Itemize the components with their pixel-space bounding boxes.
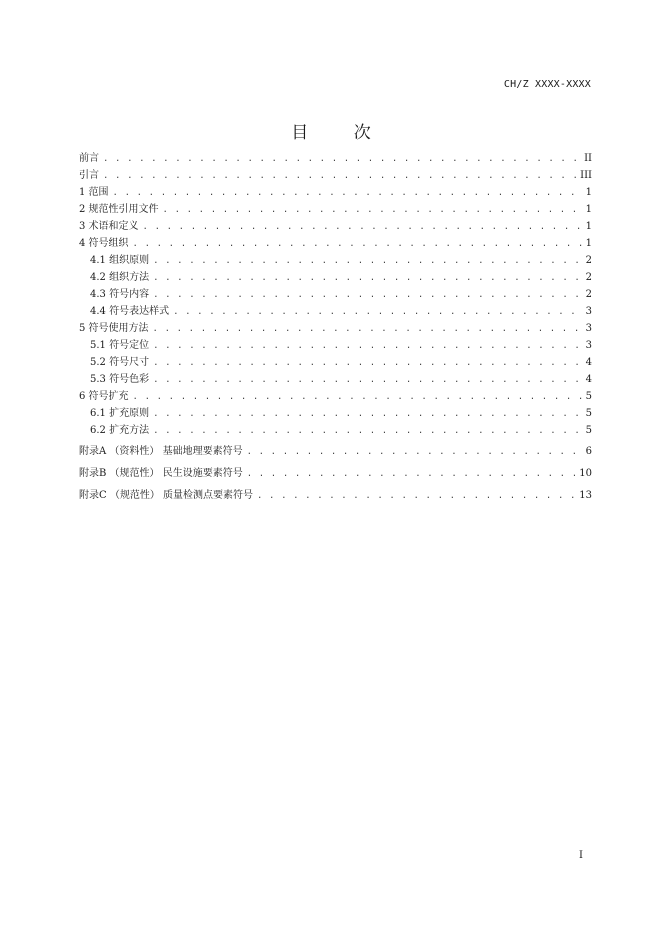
toc-entry[interactable] [79,150,592,167]
toc-entry-label: 附录B （规范性） 民生设施要素符号 [79,468,243,479]
dot-leader [153,287,582,304]
toc-entry[interactable] [79,320,592,337]
toc-entry-label: 1 范围 [79,187,109,198]
dot-leader [153,270,582,287]
toc-entry-page: III [580,170,592,181]
dot-leader [153,338,582,355]
toc-entry-page: 10 [579,468,592,479]
toc-appendix-entry[interactable] [79,485,592,507]
toc-entry-label: 4.4 符号表达样式 [90,306,170,317]
toc-entry-label: 4.1 组织原则 [90,255,150,266]
toc-entry-label: 4.2 组织方法 [90,272,150,283]
dot-leader [153,355,582,372]
toc-entry[interactable] [79,184,592,201]
dot-leader [103,168,576,185]
dot-leader [173,304,582,321]
toc-entry-page: 1 [585,187,592,198]
dot-leader [257,485,575,507]
toc-subentry[interactable] [79,405,592,422]
toc-entry-label: 引言 [79,170,99,181]
toc-subentry[interactable] [79,354,592,371]
toc-entry-label: 5.2 符号尺寸 [90,357,150,368]
dot-leader [163,202,582,219]
toc-entry[interactable] [79,218,592,235]
toc-list [79,150,592,507]
dot-leader [247,463,576,485]
toc-entry-label: 3 术语和定义 [79,221,139,232]
toc-subentry[interactable] [79,337,592,354]
dot-leader [133,389,582,406]
toc-subentry[interactable] [79,422,592,439]
toc-entry-label: 5.1 符号定位 [90,340,150,351]
toc-entry-label: 附录A （资料性） 基础地理要素符号 [79,446,243,457]
toc-entry-page: 2 [585,289,592,300]
toc-entry-page: II [584,153,592,164]
toc-entry-page: 5 [585,425,592,436]
toc-entry-label: 6 符号扩充 [79,391,129,402]
toc-entry-label: 5.3 符号色彩 [90,374,150,385]
dot-leader [113,185,582,202]
toc-subentry[interactable] [79,286,592,303]
document-code: CH/Z XXXX-XXXX [503,79,591,90]
toc-entry-label: 6.1 扩充原则 [90,408,150,419]
toc-entry-page: 2 [585,255,592,266]
toc-entry-label: 4.3 符号内容 [90,289,150,300]
toc-entry-page: 3 [585,323,592,334]
toc-entry-page: 4 [585,357,592,368]
dot-leader [103,151,580,168]
dot-leader [153,253,582,270]
toc-entry-label: 前言 [79,153,99,164]
toc-entry-label: 6.2 扩充方法 [90,425,150,436]
dot-leader [143,219,582,236]
dot-leader [153,321,582,338]
dot-leader [247,441,582,463]
toc-entry[interactable] [79,201,592,218]
toc-entry-page: 3 [585,340,592,351]
dot-leader [153,423,582,440]
toc-entry-page: 1 [585,238,592,249]
toc-entry-page: 1 [585,221,592,232]
dot-leader [133,236,582,253]
toc-subentry[interactable] [79,371,592,388]
toc-entry-label: 5 符号使用方法 [79,323,149,334]
toc-entry[interactable] [79,167,592,184]
dot-leader [153,406,582,423]
toc-entry[interactable] [79,388,592,405]
toc-appendix-entry[interactable] [79,463,592,485]
dot-leader [153,372,582,389]
toc-entry-page: 4 [585,374,592,385]
toc-entry[interactable] [79,235,592,252]
toc-entry-label: 4 符号组织 [79,238,129,249]
toc-entry-page: 5 [585,391,592,402]
toc-entry-page: 3 [585,306,592,317]
toc-entry-label: 附录C （规范性） 质量检测点要素符号 [79,490,254,501]
toc-subentry[interactable] [79,303,592,320]
toc-entry-label: 2 规范性引用文件 [79,204,159,215]
toc-title: 目 次 [291,123,391,143]
toc-appendix-entry[interactable] [79,441,592,463]
toc-entry-page: 1 [585,204,592,215]
page-number: I [579,850,583,861]
toc-entry-page: 5 [585,408,592,419]
toc-entry-page: 13 [579,490,592,501]
toc-subentry[interactable] [79,252,592,269]
toc-entry-page: 6 [585,446,592,457]
toc-subentry[interactable] [79,269,592,286]
toc-entry-page: 2 [585,272,592,283]
